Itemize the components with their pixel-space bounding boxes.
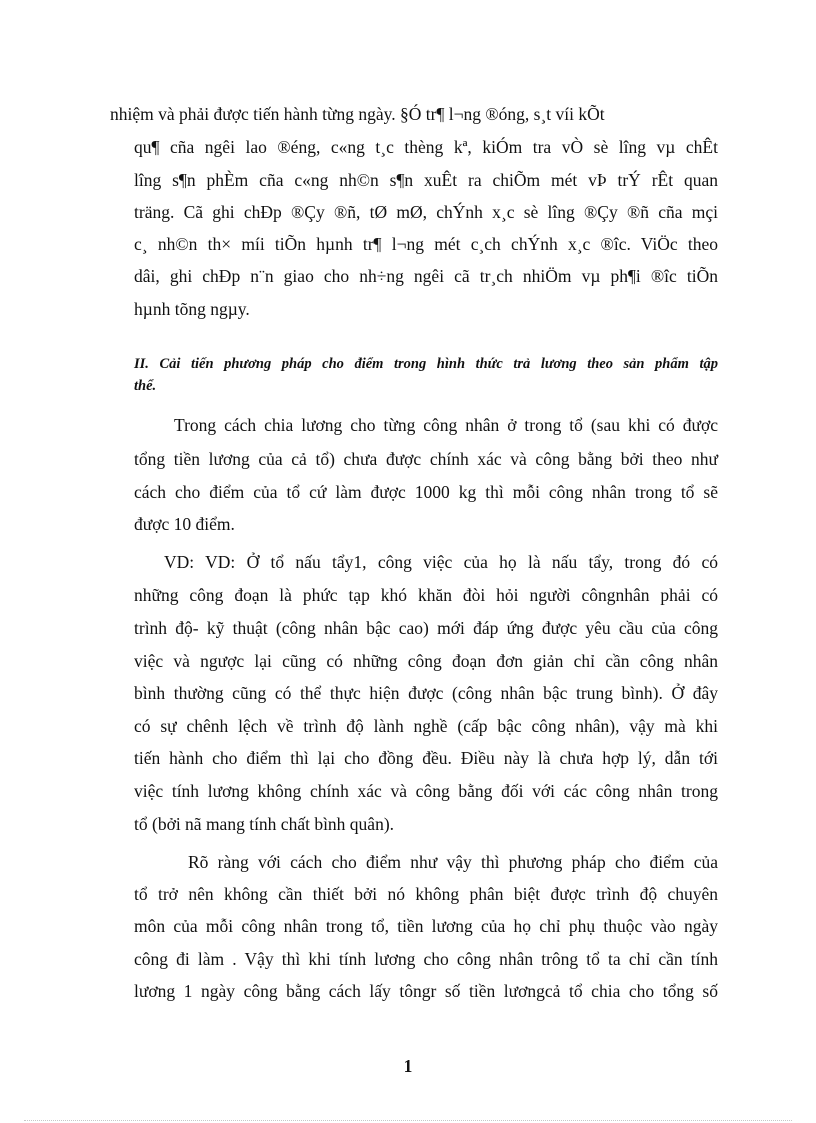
- body-text-line: lương 1 ngày công bằng cách lấy tôngr số tiền lươngcả tổ chia cho tổng số: [134, 981, 718, 1001]
- body-text-line: lîng s¶n phÈm cña c«ng nh©n s¶n xuÊt ra chiÕm mét vÞ trÝ rÊt quan: [134, 170, 718, 190]
- body-text-line: dâi, ghi chÐp n¨n giao cho nh÷ng ngêi cã tr¸ch nhiÖm vµ ph¶i ®îc tiÕn: [134, 266, 718, 286]
- body-text-line: môn của mỗi công nhân trong tổ, tiền lương của họ chỉ phụ thuộc vào ngày: [134, 916, 718, 936]
- body-text-line: Trong cách chia lương cho từng công nhân ở trong tổ (sau khi có được: [174, 415, 718, 435]
- body-text-line: hµnh tõng ngµy.: [134, 299, 250, 319]
- page-number: 1: [403, 1056, 413, 1076]
- body-text-line: qu¶ cña ngêi lao ®éng, c«ng t¸c thèng kª, kiÓm tra vÒ sè lîng vµ chÊt: [134, 137, 718, 157]
- body-text-line: công đi làm . Vậy thì khi tính lương cho công nhân trông tổ ta chỉ cần tính: [134, 949, 718, 969]
- body-text-line: tổng tiền lương của cả tổ) chưa được chính xác và công bằng bởi theo như: [134, 449, 718, 469]
- body-text-line: tổ (bởi nã mang tính chất bình quân).: [134, 814, 395, 834]
- body-text-line: cách cho điểm của tổ cứ làm được 1000 kg thì mỗi công nhân trong tổ sẽ: [134, 482, 718, 502]
- body-text-line: việc và ngược lại cũng có những công đoạn đơn giản chỉ cần công nhân: [134, 651, 718, 671]
- page-bottom-divider: [24, 1120, 792, 1121]
- section-heading: II. Cải tiến phương pháp cho điểm trong hình thức trả lương theo sản phẩm tập: [134, 356, 718, 372]
- body-text-line: träng. Cã ghi chÐp ®Çy ®ñ, tØ mØ, chÝnh x¸c sè lîng ®Çy ®ñ cña mçi: [134, 202, 718, 222]
- body-text-line: c¸ nh©n th× míi tiÕn hµnh tr¶ l¬ng mét c¸ch chÝnh x¸c ®îc. ViÖc theo: [134, 234, 718, 254]
- body-text-line: tổ trở nên không cần thiết bởi nó không phân biệt được trình độ chuyên: [134, 884, 718, 904]
- body-text-line: Rõ ràng với cách cho điểm như vậy thì phương pháp cho điểm của: [188, 852, 718, 872]
- body-text-line: việc tính lương không chính xác và công bằng đối với các công nhân trong: [134, 781, 718, 801]
- body-text-line: có sự chênh lệch về trình độ lành nghề (cấp bậc công nhân), vậy mà khi: [134, 716, 718, 736]
- body-text-line: VD: VD: Ở tổ nấu tẩy1, công việc của họ là nấu tẩy, trong đó có: [164, 552, 718, 572]
- body-text-line: được 10 điểm.: [134, 514, 235, 534]
- body-text-line: tiến hành cho điểm thì lại cho đồng đều. Điều này là chưa hợp lý, dẫn tới: [134, 748, 718, 768]
- section-heading: thể.: [134, 378, 157, 394]
- body-text-line: những công đoạn là phức tạp khó khăn đòi hỏi người côngnhân phải có: [134, 585, 718, 605]
- body-text-line: bình thường cũng có thể thực hiện được (công nhân bậc trung bình). Ở đây: [134, 683, 718, 703]
- body-text-line: nhiệm và phải được tiến hành từng ngày. §Ó tr¶ l¬ng ®óng, s¸t víi kÕt: [110, 104, 605, 124]
- body-text-line: trình độ- kỹ thuật (công nhân bậc cao) mới đáp ứng được yêu cầu của công: [134, 618, 718, 638]
